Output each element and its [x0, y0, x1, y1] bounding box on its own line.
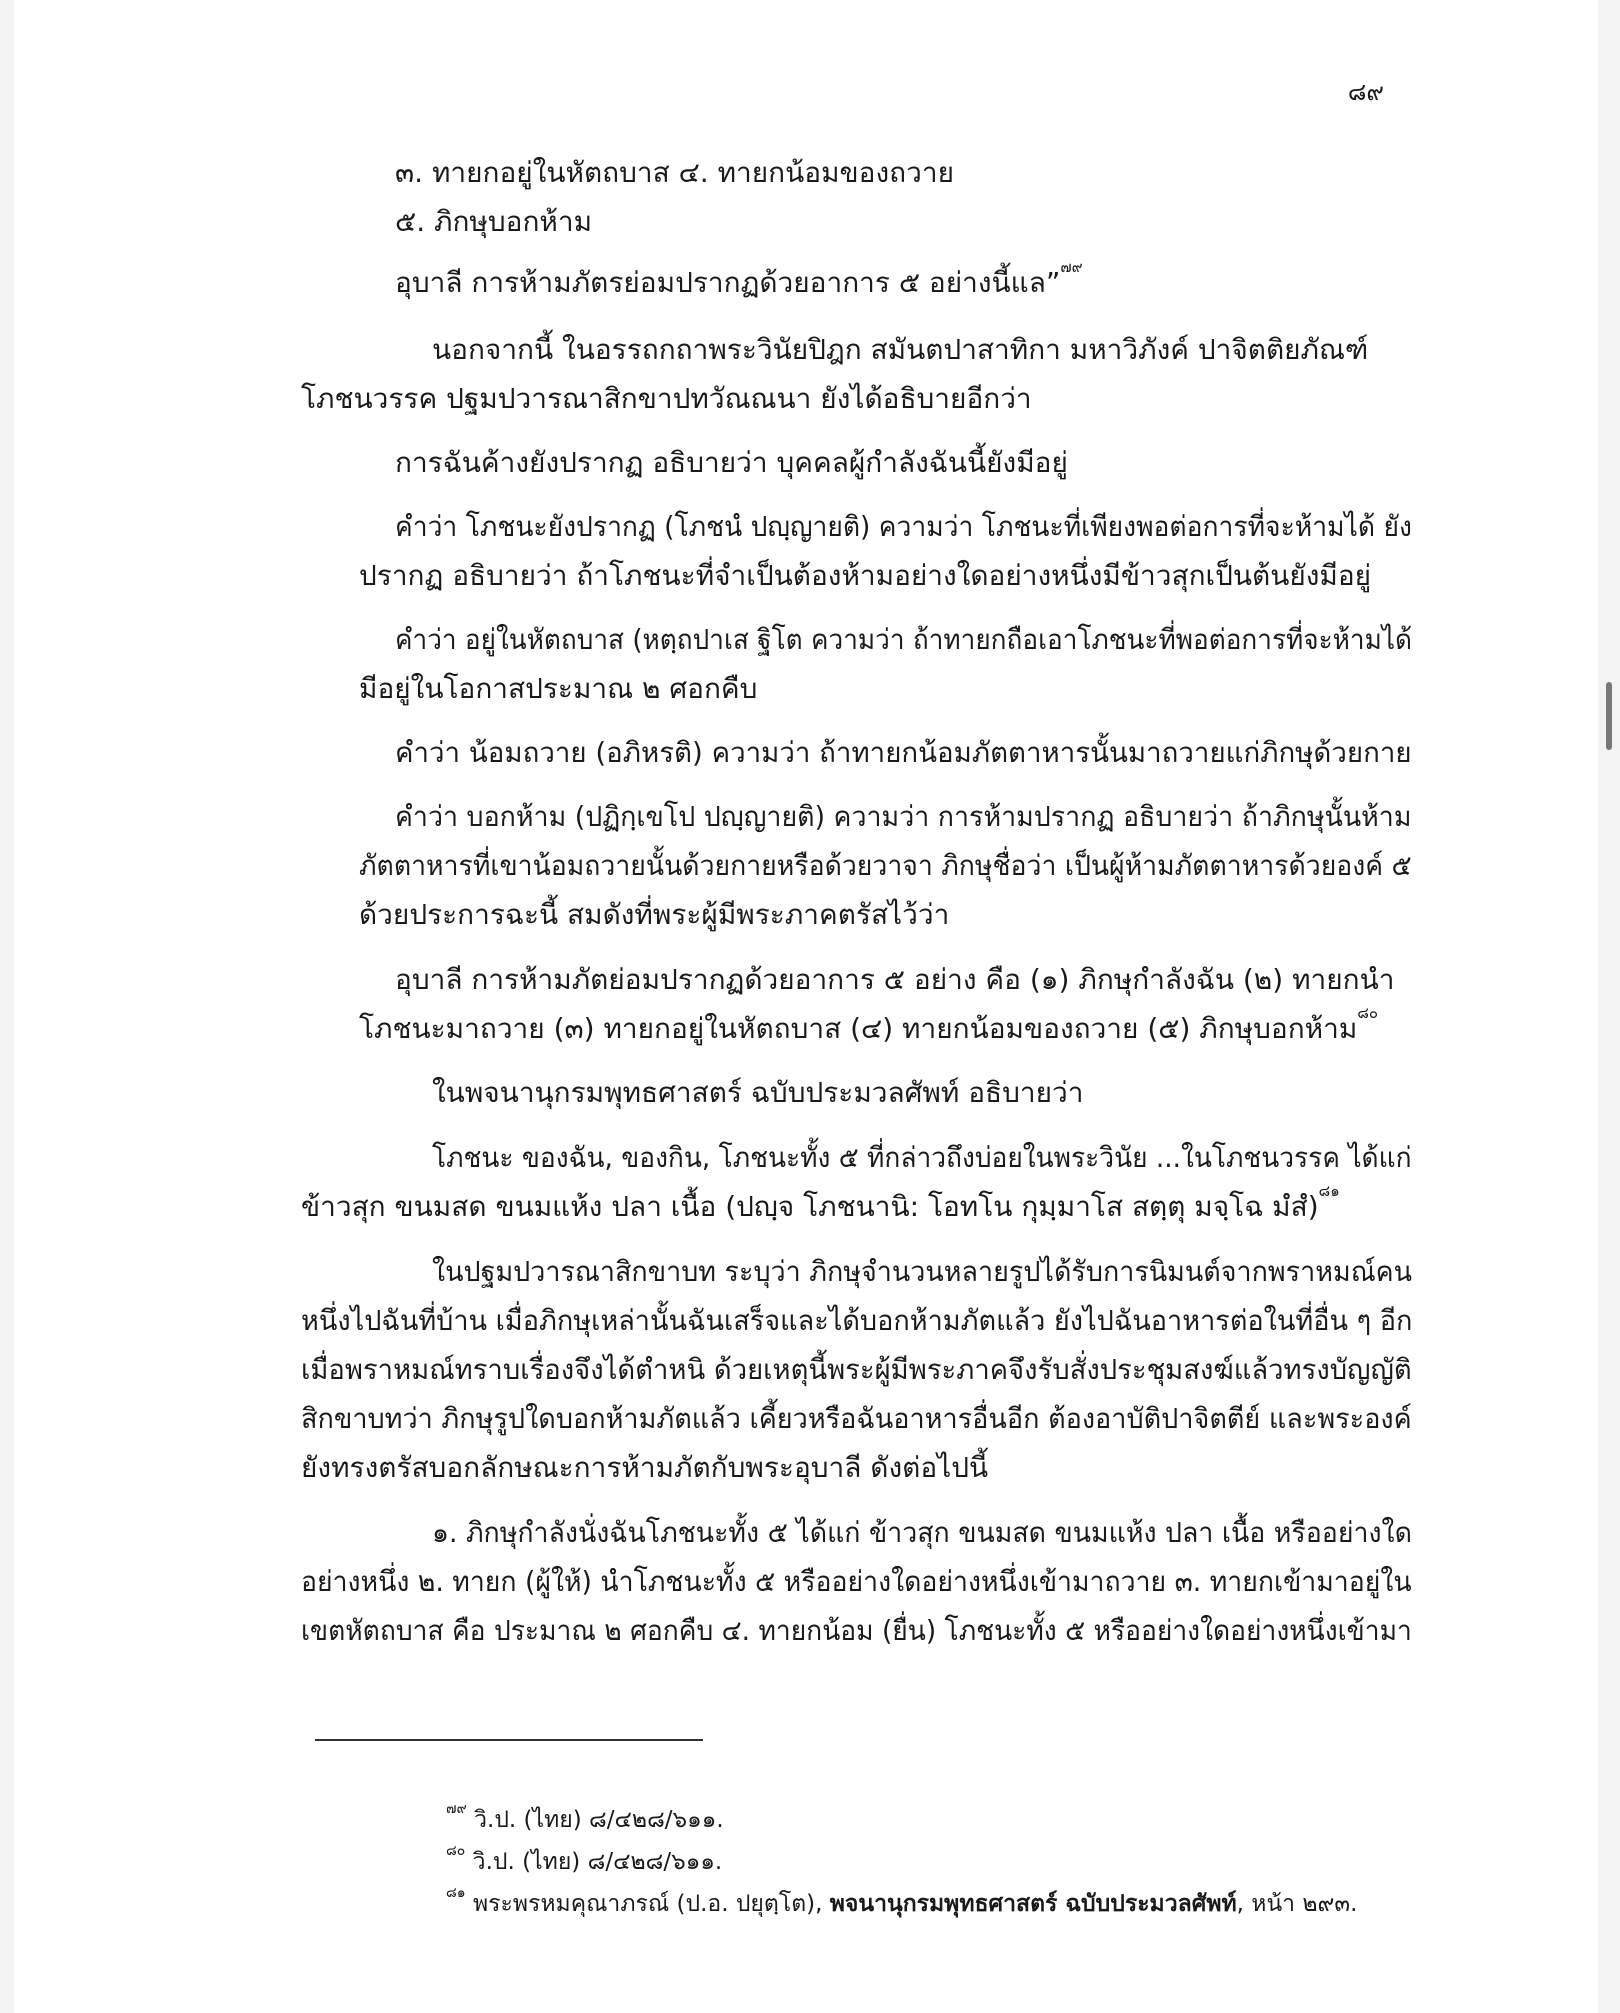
body-line: มีอยู่ในโอกาสประมาณ ๒ ศอกคืบ [359, 672, 758, 705]
body-line: ในปฐมปวารณาสิกขาบท ระบุว่า ภิกษุจำนวนหลายรูปได้รับการนิมนต์จากพราหมณ์คน [432, 1255, 1413, 1288]
body-line: คำว่า น้อมถวาย (อภิหรติ) ความว่า ถ้าทายกน้อมภัตตาหารนั้นมาถวายแก่ภิกษุด้วยกาย [395, 736, 1412, 769]
body-line: โภชนวรรค ปฐมปวารณาสิกขาปทวัณณนา ยังได้อธิบายอีกว่า [301, 382, 1032, 415]
page-number: ๘๙ [1347, 78, 1384, 106]
body-line: ข้าวสุก ขนมสด ขนมแห้ง ปลา เนื้อ (ปญฺจ โภชนานิ: โอทโน กุมฺมาโส สตฺตุ มจฺโฉ มํสํ)$^{๘๑}$ [301, 1182, 1340, 1223]
footnote-book-title: พจนานุกรมพุทธศาสตร์ ฉบับประมวลศัพท์ [829, 1891, 1237, 1917]
footnote-ref[interactable]: ๘๐ [1357, 1004, 1379, 1022]
scrollbar-thumb[interactable] [1606, 682, 1612, 750]
body-line: ด้วยประการฉะนี้ สมดังที่พระผู้มีพระภาคตรัสไว้ว่า [359, 898, 950, 931]
footnote-mark: ๘๐ [446, 1843, 466, 1859]
body-line: ๕. ภิกษุบอกห้าม [395, 205, 593, 238]
body-line: โภชนะมาถวาย (๓) ทายกอยู่ในหัตถบาส (๔) ทายกน้อมของถวาย (๕) ภิกษุบอกห้าม$^{๘๐}$ [359, 1004, 1379, 1045]
body-line: อย่างหนึ่ง ๒. ทายก (ผู้ให้) นำโภชนะทั้ง ๕ หรืออย่างใดอย่างหนึ่งเข้ามาถวาย ๓. ทายกเข้ามาอยู่ใน [301, 1565, 1412, 1598]
body-line: เขตหัตถบาส คือ ประมาณ ๒ ศอกคืบ ๔. ทายกน้อม (ยื่น) โภชนะทั้ง ๕ หรืออย่างใดอย่างหนึ่งเข้ามา [301, 1614, 1412, 1647]
footnote: $^{๗๙}$ วิ.ป. (ไทย) ๘/๔๒๘/๖๑๑. [446, 1801, 724, 1833]
body-line: นอกจากนี้ ในอรรถกถาพระวินัยปิฎก สมันตปาสาทิกา มหาวิภังค์ ปาจิตติยภัณฑ์ [432, 333, 1369, 366]
left-window-edge [0, 0, 15, 2013]
document-page [14, 0, 1598, 2013]
body-line: โภชนะ ของฉัน, ของกิน, โภชนะทั้ง ๕ ที่กล่าวถึงบ่อยในพระวินัย ...ในโภชนวรรค ได้แก่ [432, 1141, 1412, 1174]
body-line: คำว่า โภชนะยังปรากฏ (โภชนํ ปญฺญายติ) ความว่า โภชนะที่เพียงพอต่อการที่จะห้ามได้ ยัง [395, 510, 1412, 543]
body-line: เมื่อพราหมณ์ทราบเรื่องจึงได้ตำหนิ ด้วยเหตุนี้พระผู้มีพระภาคจึงรับสั่งประชุมสงฆ์แล้วทรงบัญญัติ [301, 1353, 1412, 1386]
body-line: ยังทรงตรัสบอกลักษณะการห้ามภัตกับพระอุบาลี ดังต่อไปนี้ [301, 1451, 989, 1484]
body-line: สิกขาบทว่า ภิกษุรูปใดบอกห้ามภัตแล้ว เคี้ยวหรือฉันอาหารอื่นอีก ต้องอาบัติปาจิตตีย์ และพระองค์ [301, 1402, 1412, 1435]
body-line: หนึ่งไปฉันที่บ้าน เมื่อภิกษุเหล่านั้นฉันเสร็จและได้บอกห้ามภัตแล้ว ยังไปฉันอาหารต่อในที่อื่น ๆ อีก [301, 1304, 1413, 1337]
body-line: ปรากฏ อธิบายว่า ถ้าโภชนะที่จำเป็นต้องห้ามอย่างใดอย่างหนึ่งมีข้าวสุกเป็นต้นยังมีอยู่ [359, 559, 1372, 592]
body-line: การฉันค้างยังปรากฏ อธิบายว่า บุคคลผู้กำลังฉันนี้ยังมีอยู่ [395, 446, 1068, 479]
body-line: ๓. ทายกอยู่ในหัตถบาส ๔. ทายกน้อมของถวาย [395, 156, 954, 189]
body-line: คำว่า อยู่ในหัตถบาส (หตฺถปาเส ฐิโต ความว่า ถ้าทายกถือเอาโภชนะที่พอต่อการที่จะห้ามได้ [395, 623, 1413, 656]
body-line: อุบาลี การห้ามภัตย่อมปรากฏด้วยอาการ ๕ อย่าง คือ (๑) ภิกษุกำลังฉัน (๒) ทายกนำ [395, 963, 1395, 996]
footnote-mark: ๗๙ [446, 1801, 467, 1817]
footnote-ref[interactable]: ๗๙ [1060, 258, 1083, 276]
body-line: ๑. ภิกษุกำลังนั่งฉันโภชนะทั้ง ๕ ได้แก่ ข้าวสุก ขนมสด ขนมแห้ง ปลา เนื้อ หรืออย่างใด [432, 1516, 1412, 1549]
body-line: ในพจนานุกรมพุทธศาสตร์ ฉบับประมวลศัพท์ อธิบายว่า [432, 1076, 1084, 1109]
body-line: คำว่า บอกห้าม (ปฏิกฺเขโป ปญฺญายติ) ความว่า การห้ามปรากฏ อธิบายว่า ถ้าภิกษุนั้นห้าม [395, 800, 1412, 833]
footnote-ref[interactable]: ๘๑ [1318, 1182, 1340, 1200]
footnote: $^{๘๑}$ พระพรหมคุณาภรณ์ (ป.อ. ปยุตฺโต), พจนานุกรมพุทธศาสตร์ ฉบับประมวลศัพท์, หน้า ๒๙๓. [446, 1885, 1358, 1917]
body-line: อุบาลี การห้ามภัตรย่อมปรากฏด้วยอาการ ๕ อย่างนี้แล”$^{๗๙}$ [395, 258, 1083, 299]
body-line: ภัตตาหารที่เขาน้อมถวายนั้นด้วยกายหรือด้วยวาจา ภิกษุชื่อว่า เป็นผู้ห้ามภัตตาหารด้วยองค์ ๕ [359, 849, 1412, 882]
footnote-separator [315, 1739, 703, 1741]
footnote-mark: ๘๑ [446, 1885, 466, 1901]
footnote: $^{๘๐}$ วิ.ป. (ไทย) ๘/๔๒๘/๖๑๑. [446, 1843, 723, 1875]
vertical-scrollbar[interactable] [1597, 0, 1620, 2013]
